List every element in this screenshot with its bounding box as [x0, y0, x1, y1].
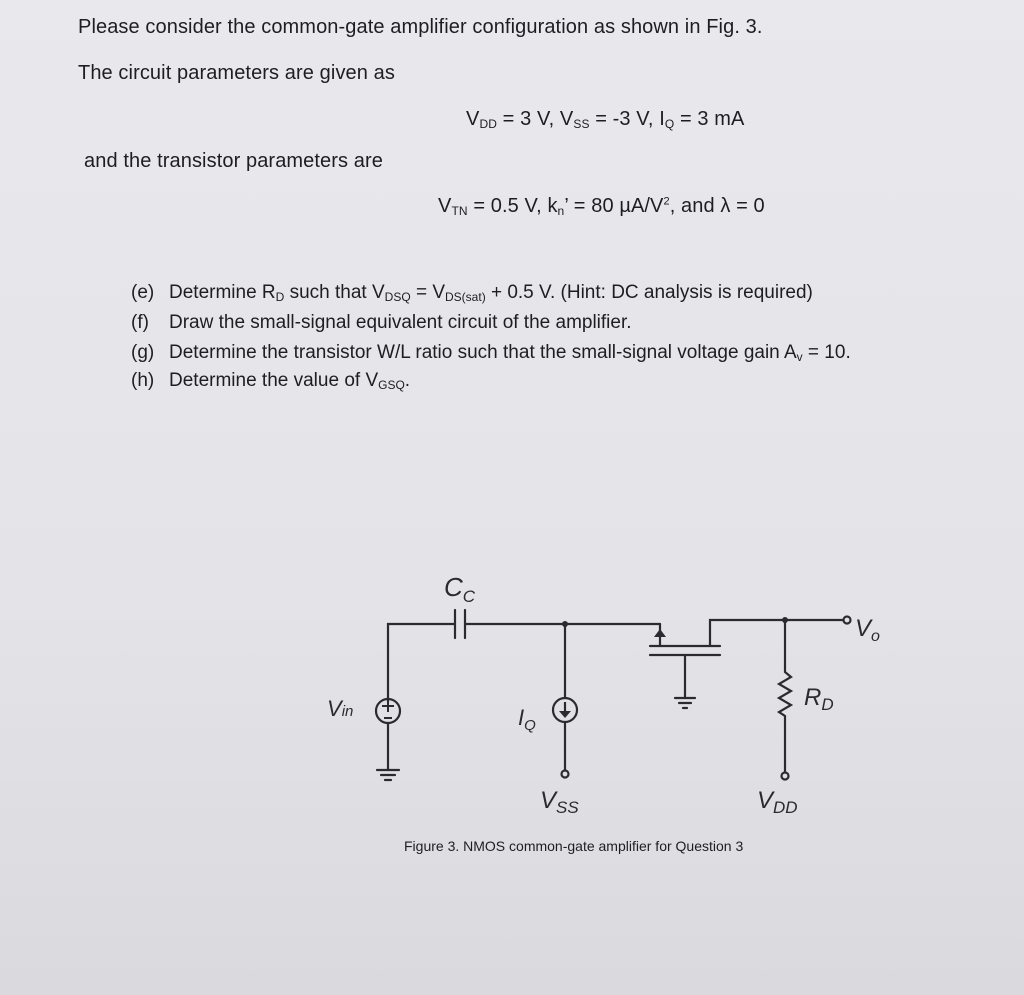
rd-resistor — [779, 620, 791, 772]
question-h-label: (h) — [131, 370, 155, 391]
output-wire — [710, 620, 843, 624]
question-e-sub-3: DS(sat) — [445, 290, 486, 304]
intro-text: Please consider the common-gate amplifier configuration as shown in Fig. 3. — [78, 16, 763, 38]
iq-arrow-head-icon — [559, 711, 571, 718]
question-e-sub-1: D — [275, 290, 285, 304]
iq-value: = 3 mA — [674, 108, 745, 130]
vin-label: Vin — [327, 696, 354, 721]
circuit-params-intro: The circuit parameters are given as — [78, 62, 395, 84]
kn-exponent: 2 — [663, 195, 670, 208]
question-e-text-1: Determine R — [169, 282, 276, 303]
vdd-sub: DD — [479, 117, 497, 131]
source-junction-dot — [562, 621, 568, 627]
vdd-label: $V_{DD}$ — [757, 787, 798, 817]
question-e-sub-2: DSQ — [384, 290, 411, 304]
lambda-text: , and λ = 0 — [669, 195, 765, 217]
drain-junction-dot — [782, 617, 788, 623]
cc-label: $C_C$ — [444, 572, 476, 606]
iq-sub: Q — [664, 117, 675, 131]
vtn-value: = 0.5 V, — [467, 195, 548, 217]
question-e-text-2: such that V — [284, 282, 385, 303]
kn-value: ’ = 80 µA/V — [564, 195, 664, 217]
input-wire — [388, 624, 455, 702]
question-g-label: (g) — [131, 342, 155, 363]
question-h-sub-1: GSQ — [378, 378, 405, 392]
figure-caption: Figure 3. NMOS common-gate amplifier for Question 3 — [404, 838, 744, 854]
rd-label: $R_D$ — [804, 684, 834, 714]
vss-sub: SS — [573, 117, 590, 131]
question-e-label: (e) — [131, 282, 155, 303]
vss-value: = -3 V, — [589, 108, 660, 130]
transistor-params-intro: and the transistor parameters are — [84, 150, 384, 172]
vss-label: $V_{SS}$ — [540, 787, 579, 817]
vdd-symbol: V — [466, 108, 480, 130]
iq-label: $I_Q$ — [518, 705, 536, 734]
question-e-text-3: = V — [410, 282, 446, 303]
question-g-sub-1: v — [796, 350, 803, 364]
vtn-symbol: V — [438, 195, 452, 217]
question-g-text-2: = 10. — [802, 342, 851, 363]
question-g-text-1: Determine the transistor W/L ratio such that the small-signal voltage gain A — [169, 342, 797, 363]
vtn-sub: TN — [451, 204, 468, 218]
vss-symbol: V — [559, 108, 574, 130]
source-arrow-icon — [654, 629, 666, 637]
vss-terminal — [562, 771, 569, 778]
vdd-terminal — [782, 773, 789, 780]
question-e-text-4: + 0.5 V. (Hint: DC analysis is required) — [485, 282, 813, 303]
vo-label: $V_o$ — [855, 615, 880, 645]
question-h-text-1: Determine the value of V — [169, 370, 379, 391]
question-f-label: (f) — [131, 312, 149, 333]
question-h-text-2: . — [404, 370, 411, 391]
vdd-value: = 3 V, — [497, 108, 560, 130]
question-f-text: Draw the small-signal equivalent circuit of the amplifier. — [169, 312, 632, 333]
kn-sub: n — [557, 204, 565, 218]
vo-terminal — [844, 617, 851, 624]
kn-symbol: k — [547, 195, 558, 217]
iq-symbol: I — [659, 108, 665, 130]
